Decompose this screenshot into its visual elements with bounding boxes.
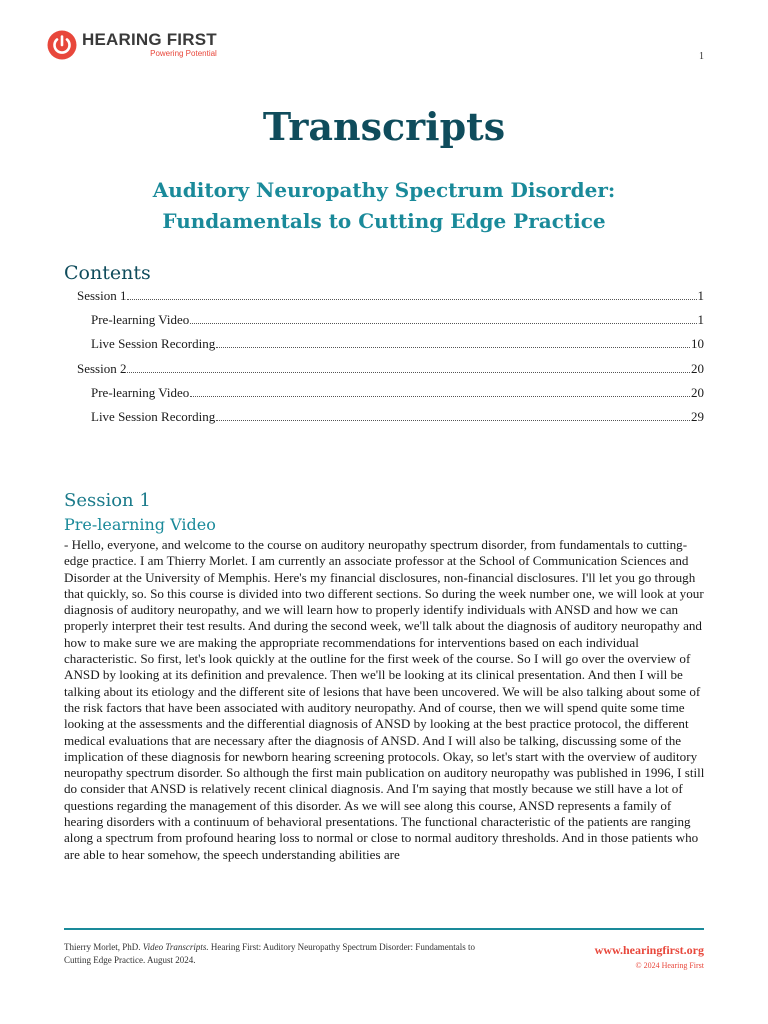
section-heading: Session 1 [64,490,151,511]
citation-author: Thierry Morlet, PhD. [64,942,141,952]
contents-heading: Contents [64,262,151,284]
toc-entry-session-2-live-recording[interactable] [64,409,704,433]
copyright-notice: © 2024 Hearing First [635,961,704,970]
transcript-body: - Hello, everyone, and welcome to the course on auditory neuropathy spectrum disorder, from fundamentals to cutting-edge practice. I am Thierry Morlet. I am currently an associate professor at the School of Communication Sciences and Disorder at the University of Memphis. Here's my financial disclosures, non-financial disclosures. I'll let you go through that quickly, so. So this course is divided into two different sections. So during the week number one, we will look at your diagnosis of auditory neuropathy, and we will learn how to properly identify individuals with ANSD and how we can properly interpret their test results. And during the second week, we'll talk about the diagnosis of auditory neuropathy and how to make sure we are making the appropriate recommendations for interventions based on each individual characteristic. So first, let's look quickly at the outline for the first week of the course. So I will go over the overview of ANSD by looking at its definition and prevalence. Then we'll be looking at its clinical presentation. And then I will be talking about its etiology and the different site of lesions that have been uncovered. We will be also talking about some of the risk factors that have been associated with auditory neuropathy. And of course, then we will spend quite some time looking at the assessments and the differential diagnosis of ANSD by looking at the best practice protocol, the different medical evaluations that are necessary after the diagnosis of ANSD. And I will also be talking, discussing some of the implication of these diagnosis for newborn hearing screening protocols. Okay, so let's start with the overview of auditory neuropathy spectrum disorder. So although the first main publication on auditory neuropathy was published in 1996, I still do consider that ANSD is relatively recent clinical diagnosis. And I'm saying that mostly because we still have a lot of questions regarding the management of this disorder. As we will see along this course, ANSD represents a family of hearing disorders with a continuum of behavioral presentations. The functional characteristic of the patients are ranging along a spectrum from profound hearing loss to normal or close to normal auditory thresholds. And in those patients who are able to hear somehow, the speech understanding abilities are [64,537,705,862]
toc-entry-label: Live Session Recording [91,409,216,424]
toc-entry-page: 1 [697,288,704,303]
page-number: 1 [699,51,704,62]
toc-leader-dots [127,372,690,373]
page-subtitle [0,175,768,237]
toc-entry-label: Live Session Recording [91,336,216,351]
toc-entry-label: Session 2 [77,361,127,376]
subtitle-line-1: Auditory Neuropathy Spectrum Disorder: [152,178,616,202]
toc-entry-page: 10 [691,336,704,351]
table-of-contents [64,288,704,433]
subsection-heading: Pre-learning Video [64,515,216,534]
toc-entry-label: Pre-learning Video [91,385,190,400]
toc-leader-dots [216,420,690,421]
website-link[interactable]: www.hearingfirst.org [594,943,704,957]
toc-leader-dots [127,299,696,300]
toc-entry-page: 20 [691,385,704,400]
toc-entry-page: 20 [691,361,704,376]
toc-entry-session-2[interactable] [64,361,704,385]
toc-entry-label: Session 1 [77,288,127,303]
toc-entry-label: Pre-learning Video [91,312,190,327]
power-icon [47,30,77,60]
toc-entry-page: 1 [697,312,704,327]
toc-entry-session-2-pre-learning[interactable] [64,385,704,409]
toc-entry-session-1-live-recording[interactable] [64,336,704,360]
citation-title: Video Transcripts. [142,942,209,952]
toc-entry-session-1[interactable] [64,288,704,312]
toc-leader-dots [216,347,690,348]
hearing-first-logo [47,30,217,60]
logo-title: HEARING FIRST [82,30,217,49]
citation-details: Hearing First: Auditory Neuropathy Spectrum Disorder: Fundamentals to Cutting Edge Practice. August 2024. [64,942,476,965]
toc-entry-session-1-pre-learning[interactable] [64,312,704,336]
toc-entry-page: 29 [691,409,704,424]
subtitle-line-2: Fundamentals to Cutting Edge Practice [162,209,606,233]
toc-leader-dots [190,323,696,324]
logo-tagline: Powering Potential [150,49,217,58]
page-title: Transcripts [262,104,506,149]
toc-leader-dots [190,396,690,397]
footer-citation [64,941,494,967]
footer-divider [64,928,704,930]
